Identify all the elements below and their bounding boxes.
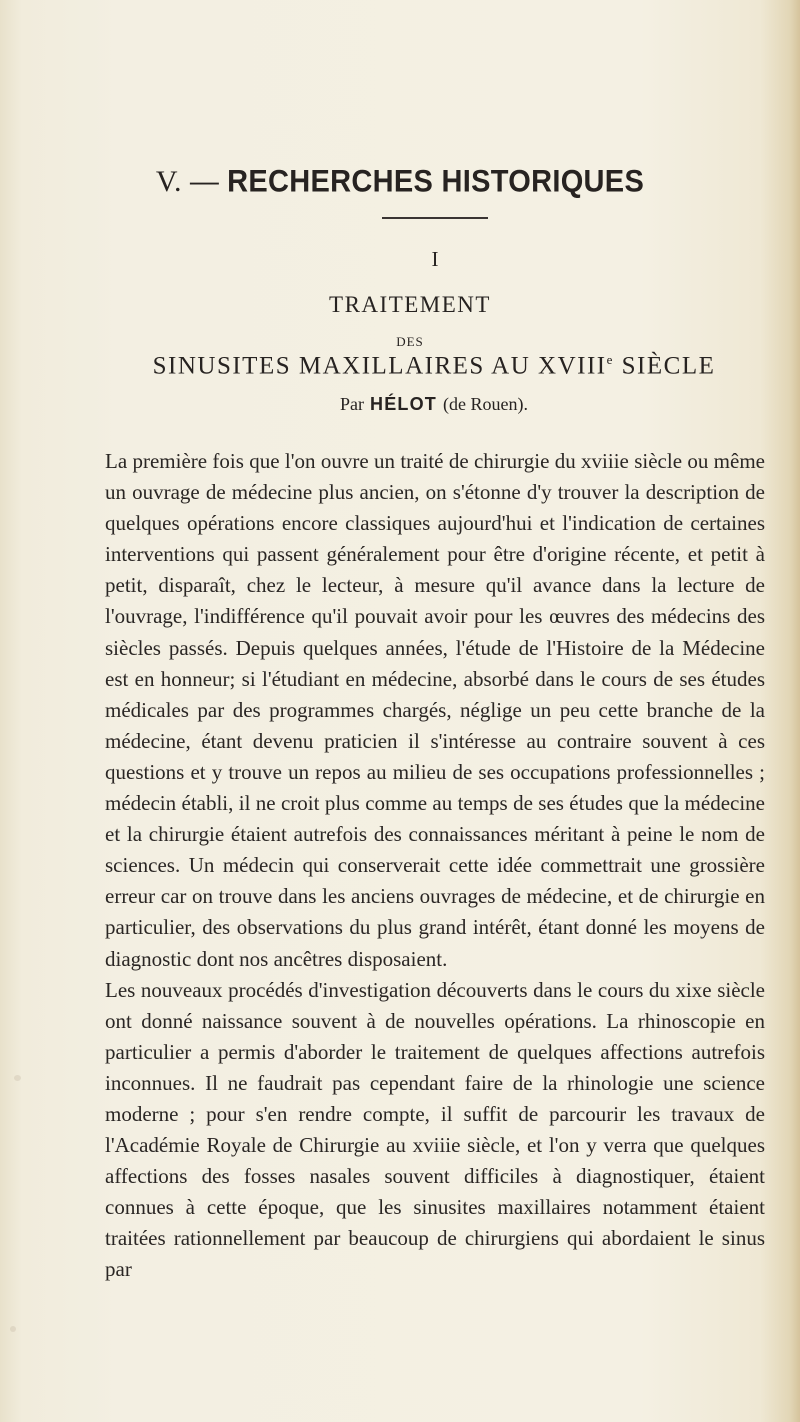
paragraph-1: La première fois que l'on ouvre un traité de chirurgie du xviiie siècle ou même un ouvrage de médecine plus ancien, on s'étonne d'y trouver la description de quelques opérations encore classiques aujourd'hui et l'indication de certaines interventions qui passent généralement pour être d'origine récente, et petit à petit, disparaît, chez le lecteur, à mesure qu'il avance dans la lecture de l'ouvrage, l'indifférence qu'il pouvait avoir pour les œuvres des médecins des siècles passés. Depuis quelques années, l'étude de l'Histoire de la Médecine est en honneur; si l'étudiant en médecine, absorbé dans le cours de ses études médicales par des programmes chargés, néglige un peu cette branche de la médecine, étant devenu praticien il s'intéresse au contraire souvent à ces questions et y trouve un repos au milieu de ses occupations professionnelles ; médecin établi, il ne croit plus comme au temps de ses études que la médecine et la chirurgie étaient autrefois des connaissances méritant à peine le nom de sciences. Un médecin qui conserverait cette idée commettrait une grossière erreur car on trouve dans les anciens ouvrages de médecine, et de chirurgie en particulier, des observations du plus grand intérêt, étant donné les moyens de diagnostic dont nos ancêtres disposaient.: [105, 449, 765, 971]
body-text: [105, 446, 765, 1286]
paragraph-2: Les nouveaux procédés d'investigation découverts dans le cours du xixe siècle ont donné naissance souvent à de nouvelles opérations. La rhinoscopie en particulier a permis d'aborder le traitement de quelques affections autrefois inconnues. Il ne faudrait pas cependant faire de la rhinologie une science moderne ; pour s'en rendre compte, il suffit de parcourir les travaux de l'Académie Royale de Chirurgie au xviiie siècle, et l'on y verra que quelques affections des fosses nasales souvent difficiles à diagnostiquer, étaient connues à cette époque, que les sinusites maxillaires notamment étaient traitées rationnellement par beaucoup de chirurgiens qui abordaient le sinus par: [105, 977, 765, 1282]
article-title-main: SINUSITES MAXILLAIRES AU XVIII: [152, 352, 607, 380]
chapter-title: RECHERCHES HISTORIQUES: [227, 164, 645, 200]
article-title-end: SIÈCLE: [621, 352, 716, 380]
century-superscript: e: [606, 352, 614, 367]
heading-dash: —: [189, 166, 220, 198]
byline: [0, 394, 800, 415]
chapter-number: V.: [155, 165, 182, 198]
heading-rule: [382, 217, 488, 219]
paper-speck: [10, 1326, 16, 1332]
chapter-heading: [0, 165, 800, 199]
byline-prefix: Par: [340, 394, 364, 414]
article-title-line-3: [0, 352, 800, 380]
author-name: HÉLOT: [370, 394, 437, 414]
article-title-line-1: TRAITEMENT: [329, 292, 491, 317]
paper-speck: [14, 1075, 21, 1081]
byline-affiliation: (de Rouen).: [443, 394, 528, 414]
section-number: I: [431, 247, 439, 271]
article-title-line-2: DES: [396, 334, 424, 349]
